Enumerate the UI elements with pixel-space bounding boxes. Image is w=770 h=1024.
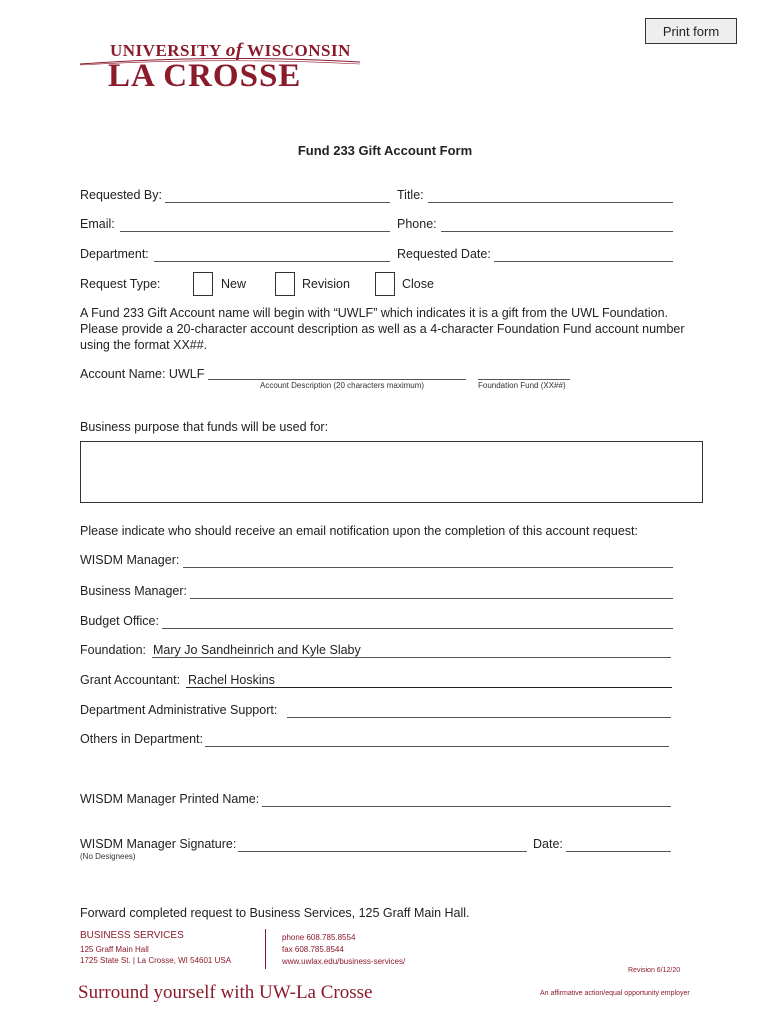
new-checkbox[interactable]: [193, 272, 213, 296]
footer-fax: fax 608.785.8544: [282, 945, 344, 954]
requested-date-field[interactable]: [494, 248, 673, 262]
printed-name-field[interactable]: [262, 793, 671, 807]
footer-address-1: 125 Graff Main Hall: [80, 945, 149, 954]
business-manager-label: Business Manager:: [80, 584, 188, 598]
close-option-label: Close: [402, 277, 434, 291]
notify-instructions: Please indicate who should receive an email notification upon the completion of this account request:: [80, 524, 638, 538]
grant-accountant-field[interactable]: [186, 673, 672, 688]
business-purpose-textarea[interactable]: [80, 441, 703, 503]
foundation-label: Foundation:: [80, 643, 147, 657]
foundation-value: Mary Jo Sandheinrich and Kyle Slaby: [153, 643, 361, 657]
requested-date-label: Requested Date:: [397, 247, 491, 261]
account-name-label: Account Name: UWLF: [80, 367, 205, 381]
business-manager-field[interactable]: [190, 585, 673, 599]
page-title: Fund 233 Gift Account Form: [297, 143, 473, 158]
footer-department: BUSINESS SERVICES: [80, 930, 184, 941]
footer-revision: Revision 6/12/20: [628, 967, 681, 974]
footer-website[interactable]: www.uwlax.edu/business-services/: [282, 957, 406, 966]
phone-label: Phone:: [397, 217, 437, 231]
dept-admin-label: Department Administrative Support:: [80, 703, 278, 717]
new-option-label: New: [221, 277, 247, 291]
revision-option-label: Revision: [302, 277, 350, 291]
no-designees-note: (No Designees): [80, 852, 136, 861]
signature-label: WISDM Manager Signature:: [80, 837, 237, 851]
footer-divider: [265, 929, 266, 969]
forward-instructions: Forward completed request to Business Services, 125 Graff Main Hall.: [80, 906, 470, 920]
account-description-field[interactable]: [208, 367, 466, 380]
department-label: Department:: [80, 247, 149, 261]
business-purpose-label: Business purpose that funds will be used for:: [80, 420, 329, 434]
logo-la-crosse: LA CROSSE: [108, 58, 302, 94]
printed-name-label: WISDM Manager Printed Name:: [80, 792, 260, 806]
wisdm-manager-field[interactable]: [183, 554, 673, 568]
revision-checkbox[interactable]: [275, 272, 295, 296]
close-checkbox[interactable]: [375, 272, 395, 296]
title-label: Title:: [397, 188, 424, 202]
logo-university-wisconsin: UNIVERSITY of WISCONSIN: [110, 40, 351, 61]
footer-address-2: 1725 State St. | La Crosse, WI 54601 USA: [80, 956, 232, 965]
foundation-fund-field[interactable]: [478, 367, 570, 380]
requested-by-label: Requested By:: [80, 188, 162, 202]
signature-field[interactable]: [238, 838, 527, 852]
title-field[interactable]: [428, 189, 673, 203]
print-form-button[interactable]: Print form: [645, 18, 737, 44]
account-description-hint: Account Description (20 characters maximum): [260, 381, 425, 390]
requested-by-field[interactable]: [165, 189, 390, 203]
grant-accountant-label: Grant Accountant:: [80, 673, 181, 687]
dept-admin-field[interactable]: [287, 704, 671, 718]
footer-tagline: Surround yourself with UW-La Crosse: [78, 982, 373, 1003]
footer-phone: phone 608.785.8554: [282, 933, 356, 942]
foundation-fund-hint: Foundation Fund (XX##): [478, 381, 566, 390]
instructions-paragraph: A Fund 233 Gift Account name will begin with “UWLF” which indicates it is a gift from the UWL Foundation. Please provide a 20-character account description as well as a 4-character Foundation Fund account number using the format XX##.: [80, 306, 685, 352]
budget-office-label: Budget Office:: [80, 614, 159, 628]
email-field[interactable]: [120, 218, 390, 232]
footer-eoe: An affirmative action/equal opportunity employer: [540, 990, 690, 997]
others-field[interactable]: [205, 733, 669, 747]
department-field[interactable]: [154, 248, 390, 262]
request-type-label: Request Type:: [80, 277, 161, 291]
date-label: Date:: [533, 837, 563, 851]
foundation-field[interactable]: [152, 643, 671, 658]
others-label: Others in Department:: [80, 732, 203, 746]
wisdm-manager-label: WISDM Manager:: [80, 553, 180, 567]
email-label: Email:: [80, 217, 115, 231]
budget-office-field[interactable]: [162, 615, 673, 629]
date-field[interactable]: [566, 838, 671, 852]
phone-field[interactable]: [441, 218, 673, 232]
grant-accountant-value: Rachel Hoskins: [188, 673, 275, 687]
